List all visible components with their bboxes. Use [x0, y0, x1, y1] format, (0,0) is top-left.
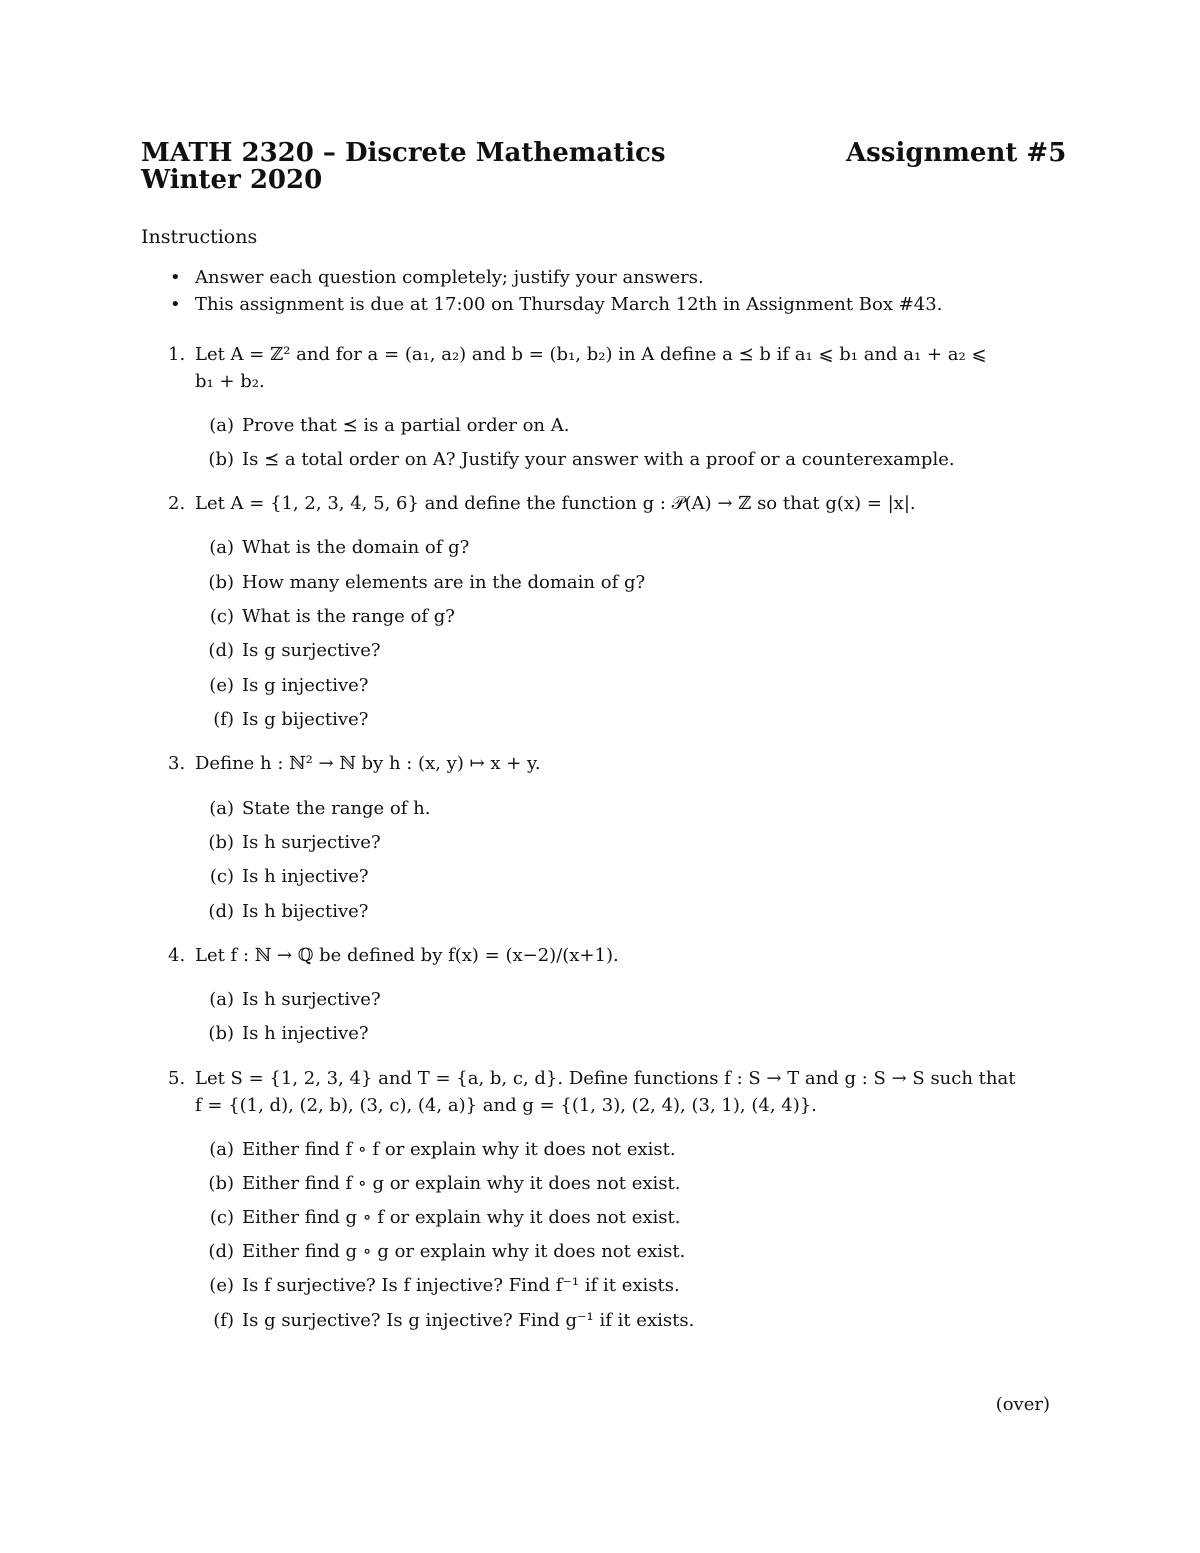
question-text: Let A = {1, 2, 3, 4, 5, 6} and define the function g : 𝒫(A) → ℤ so that g(x) = |x|.	[195, 493, 916, 514]
course-title: MATH 2320 – Discrete Mathematics	[141, 138, 666, 168]
part-text: Either find f ∘ g or explain why it does not exist.	[242, 1173, 681, 1194]
part-text: What is the range of g?	[242, 606, 455, 627]
instruction-item: Answer each question completely; justify your answers.	[195, 267, 704, 288]
part-text: Is g injective?	[242, 675, 369, 696]
part-label: (a)	[209, 1139, 234, 1160]
question-text: Let S = {1, 2, 3, 4} and T = {a, b, c, d}. Define functions f : S → T and g : S → S such that	[195, 1068, 1016, 1089]
part-text: How many elements are in the domain of g?	[242, 572, 646, 593]
part-text: Is h injective?	[242, 1023, 369, 1044]
part-label: (b)	[208, 1173, 234, 1194]
part-label: (d)	[208, 640, 234, 661]
part-label: (d)	[208, 901, 234, 922]
part-text: Is f surjective? Is f injective? Find f⁻¹ if it exists.	[242, 1275, 680, 1296]
part-label: (c)	[209, 606, 234, 627]
part-text: Either find g ∘ g or explain why it does not exist.	[242, 1241, 686, 1262]
part-text: Is h bijective?	[242, 901, 369, 922]
part-text: Is h surjective?	[242, 989, 381, 1010]
part-label: (f)	[213, 1310, 234, 1331]
part-label: (d)	[208, 1241, 234, 1262]
part-label: (b)	[208, 572, 234, 593]
part-label: (b)	[208, 449, 234, 470]
question-text: Let f : ℕ → ℚ be defined by f(x) = (x−2)/(x+1).	[195, 945, 619, 966]
term: Winter 2020	[141, 165, 323, 195]
part-label: (b)	[208, 832, 234, 853]
part-label: (c)	[209, 1207, 234, 1228]
part-text: Is h surjective?	[242, 832, 381, 853]
part-text: Either find g ∘ f or explain why it does not exist.	[242, 1207, 681, 1228]
part-text: Is g bijective?	[242, 709, 369, 730]
part-label: (a)	[209, 415, 234, 436]
part-label: (b)	[208, 1023, 234, 1044]
question-number: 2.	[168, 493, 186, 514]
question-text: Let A = ℤ² and for a = (a₁, a₂) and b = (b₁, b₂) in A define a ⪯ b if a₁ ⩽ b₁ and a₁ + a₂ ⩽	[195, 344, 987, 365]
part-label: (e)	[209, 675, 234, 696]
part-text: What is the domain of g?	[242, 537, 470, 558]
bullet-icon: •	[170, 267, 181, 288]
question-text: b₁ + b₂.	[195, 371, 265, 392]
over-note: (over)	[995, 1394, 1050, 1415]
question-number: 3.	[168, 753, 186, 774]
assignment-number: Assignment #5	[846, 138, 1067, 168]
question-number: 4.	[168, 945, 186, 966]
question-text: f = {(1, d), (2, b), (3, c), (4, a)} and g = {(1, 3), (2, 4), (3, 1), (4, 4)}.	[195, 1095, 817, 1116]
instruction-item: This assignment is due at 17:00 on Thursday March 12th in Assignment Box #43.	[195, 294, 943, 315]
part-label: (a)	[209, 989, 234, 1010]
question-text: Define h : ℕ² → ℕ by h : (x, y) ↦ x + y.	[195, 753, 541, 774]
part-text: State the range of h.	[242, 798, 431, 819]
part-text: Is h injective?	[242, 866, 369, 887]
instructions-heading: Instructions	[141, 226, 258, 248]
part-text: Either find f ∘ f or explain why it does not exist.	[242, 1139, 676, 1160]
part-text: Is ⪯ a total order on A? Justify your answer with a proof or a counterexample.	[242, 449, 955, 470]
part-text: Is g surjective?	[242, 640, 381, 661]
question-number: 5.	[168, 1068, 186, 1089]
part-label: (a)	[209, 537, 234, 558]
question-number: 1.	[168, 344, 186, 365]
part-label: (f)	[213, 709, 234, 730]
part-label: (c)	[209, 866, 234, 887]
part-label: (e)	[209, 1275, 234, 1296]
part-label: (a)	[209, 798, 234, 819]
part-text: Is g surjective? Is g injective? Find g⁻¹ if it exists.	[242, 1310, 695, 1331]
part-text: Prove that ⪯ is a partial order on A.	[242, 415, 570, 436]
bullet-icon: •	[170, 294, 181, 315]
